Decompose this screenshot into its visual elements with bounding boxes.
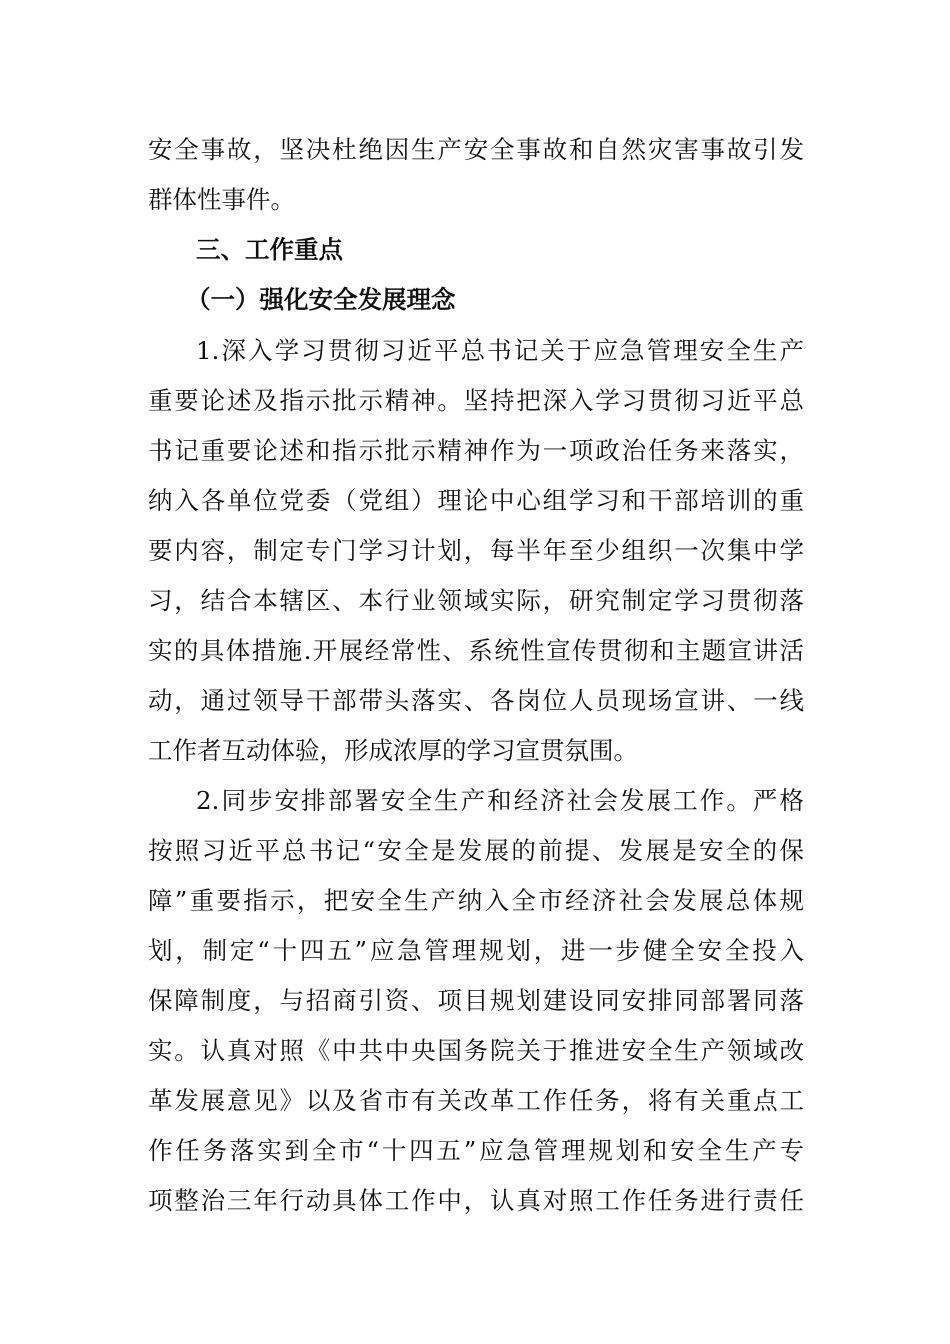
- section-heading: 三、工作重点: [196, 235, 343, 264]
- paragraph-line: 书记重要论述和指示批示精神作为一项政治任务来落实，: [148, 436, 804, 465]
- paragraph-line: 习，结合本辖区、本行业领域实际，研究制定学习贯彻落: [148, 586, 804, 615]
- paragraph-line: 动，通过领导干部带头落实、各岗位人员现场宣讲、一线: [148, 686, 804, 715]
- paragraph-line: 革发展意见》以及省市有关改革工作任务，将有关重点工: [148, 1086, 804, 1115]
- paragraph-line: 2.同步安排部署安全生产和经济社会发展工作。严格: [196, 786, 804, 815]
- paragraph-line: 1.深入学习贯彻习近平总书记关于应急管理安全生产: [196, 336, 804, 365]
- paragraph-line: 障”重要指示，把安全生产纳入全市经济社会发展总体规: [148, 886, 804, 915]
- paragraph-line: 作任务落实到全市“十四五”应急管理规划和安全生产专: [148, 1136, 804, 1165]
- subsection-heading: （一）强化安全发展理念: [186, 285, 456, 314]
- paragraph-line: 安全事故，坚决杜绝因生产安全事故和自然灾害事故引发: [148, 135, 804, 164]
- paragraph-line: 保障制度，与招商引资、项目规划建设同安排同部署同落: [148, 986, 804, 1015]
- paragraph-line: 实的具体措施.开展经常性、系统性宣传贯彻和主题宣讲活: [148, 636, 804, 665]
- paragraph-line: 工作者互动体验，形成浓厚的学习宣贯氛围。: [148, 736, 638, 765]
- paragraph-line: 要内容，制定专门学习计划，每半年至少组织一次集中学: [148, 536, 804, 565]
- paragraph-line: 群体性事件。: [148, 185, 295, 214]
- paragraph-line: 按照习近平总书记“安全是发展的前提、发展是安全的保: [148, 836, 804, 865]
- paragraph-line: 项整治三年行动具体工作中，认真对照工作任务进行责任: [148, 1186, 804, 1215]
- paragraph-line: 重要论述及指示批示精神。坚持把深入学习贯彻习近平总: [148, 386, 804, 415]
- paragraph-line: 实。认真对照《中共中央国务院关于推进安全生产领域改: [148, 1036, 804, 1065]
- paragraph-line: 划，制定“十四五”应急管理规划，进一步健全安全投入: [148, 936, 804, 965]
- paragraph-line: 纳入各单位党委（党组）理论中心组学习和干部培训的重: [148, 486, 804, 515]
